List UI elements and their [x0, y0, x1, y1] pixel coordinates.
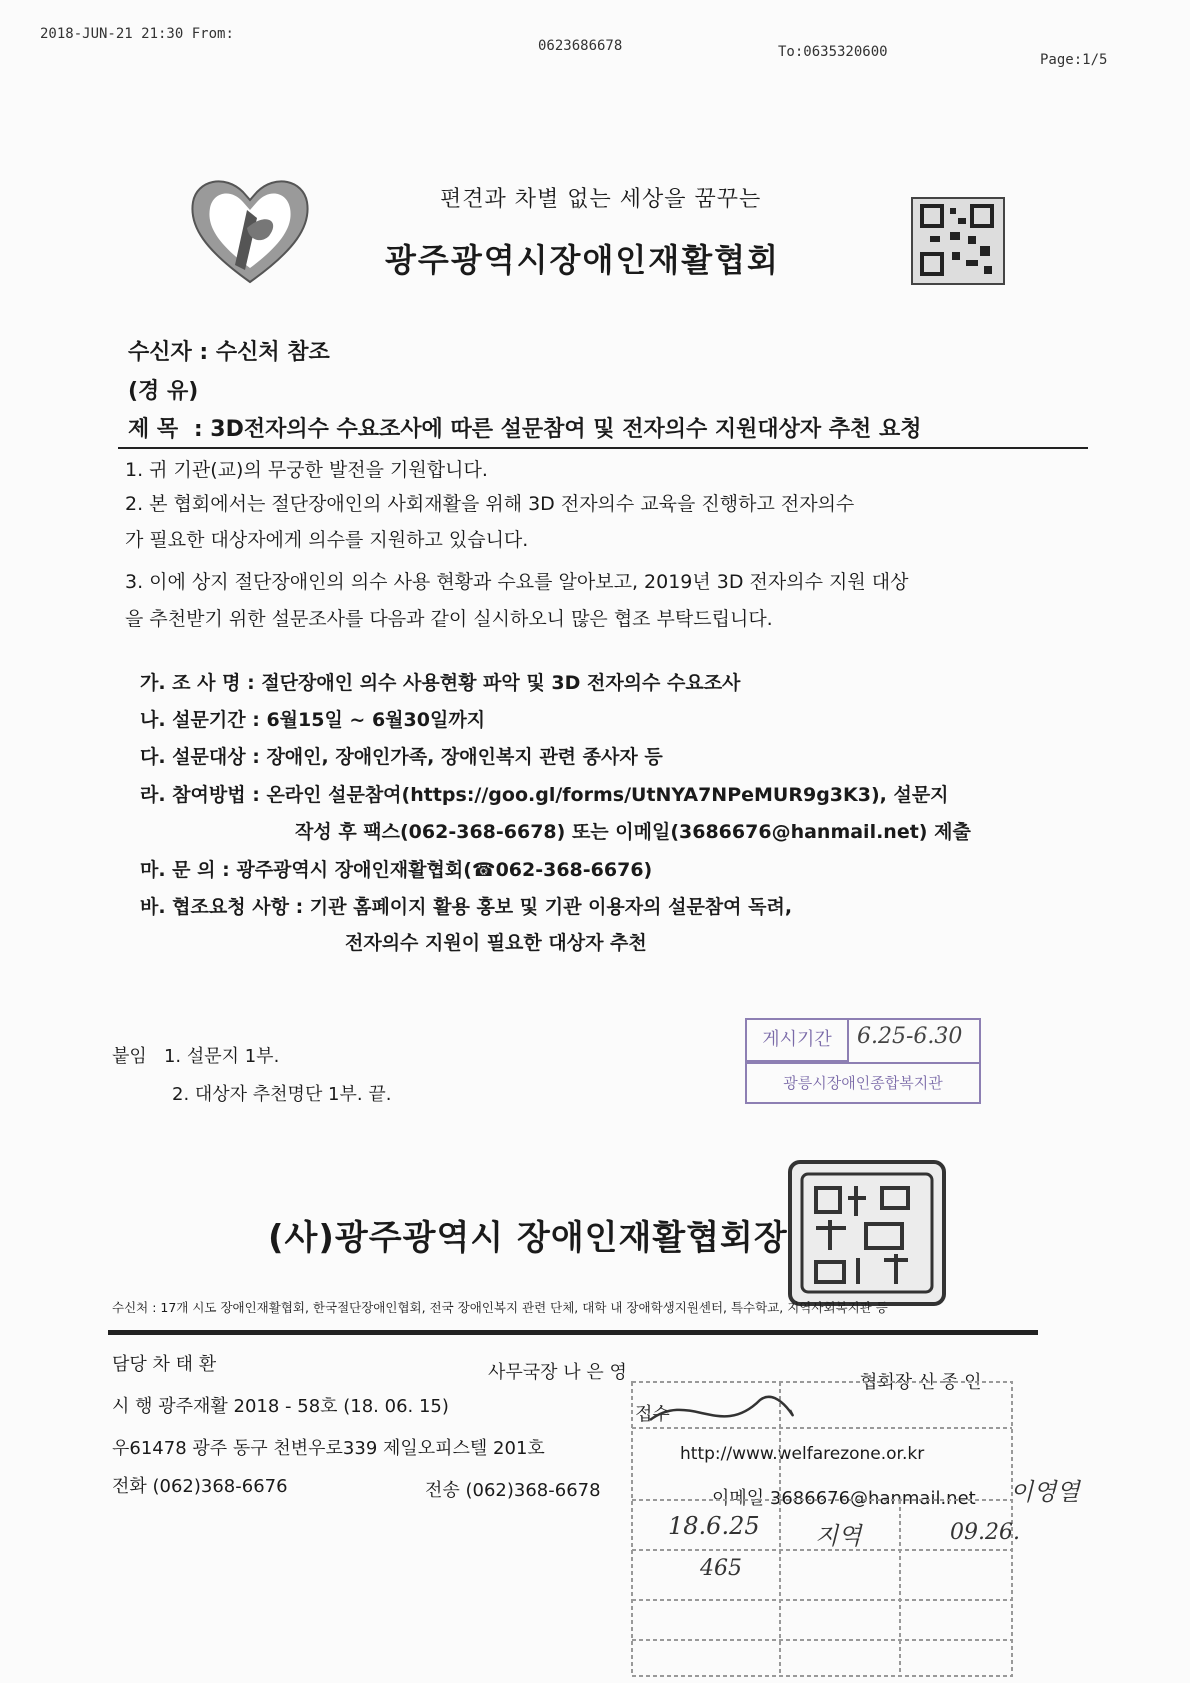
stamp-handwritten-date: 6.25-6.30 [857, 1024, 963, 1049]
fax-datetime: 2018-JUN-21 21:30 From: [40, 26, 234, 42]
heart-logo-icon [185, 170, 315, 290]
handwritten-name: 이영열 [1010, 1478, 1080, 1506]
staff-in-charge: 담당 차 태 환 [112, 1354, 217, 1375]
received-label: 접수 [635, 1404, 670, 1425]
stamp-label: 게시기간 [747, 1020, 849, 1062]
item-survey-target: 다. 설문대상 : 장애인, 장애인가족, 장애인복지 관련 종사자 등 [140, 746, 663, 768]
slogan: 편견과 차별 없는 세상을 꿈꾸는 [440, 187, 762, 212]
paragraph-2-line-2: 가 필요한 대상자에게 의수를 지원하고 있습니다. [125, 529, 529, 551]
fax-from-number: 0623686678 [538, 38, 623, 54]
fax: 전송 (062)368-6678 [425, 1480, 601, 1501]
address: 우61478 광주 동구 천변우로339 제일오피스텔 201호 [112, 1438, 545, 1459]
subject-line: 제 목 : 3D전자의수 수요조사에 따른 설문참여 및 전자의수 지원대상자 추천 요청 [128, 417, 922, 442]
item-survey-name: 가. 조 사 명 : 절단장애인 의수 사용현황 파악 및 3D 전자의수 수요조사 [140, 672, 741, 694]
paragraph-3-line-2: 을 추천받기 위한 설문조사를 다음과 같이 실시하오니 많은 협조 부탁드립니다. [125, 608, 773, 630]
attachment-1: 붙임 1. 설문지 1부. [112, 1046, 280, 1067]
stamp-org: 광릉시장애인종합복지관 [747, 1062, 979, 1102]
handwritten-date: 18.6.25 [668, 1512, 760, 1540]
subject-rule [118, 447, 1088, 449]
footer-thick-rule [108, 1330, 1038, 1335]
item-cooperation-request: 바. 협조요청 사항 : 기관 홈페이지 활용 홍보 및 기관 이용자의 설문참여 독려, [140, 896, 793, 918]
handwritten-extra: 지역 [815, 1522, 862, 1550]
item-participation-method-cont: 작성 후 팩스(062-368-6678) 또는 이메일(3686676@hanmail.net) 제출 [295, 821, 971, 843]
website: http://www.welfarezone.or.kr [680, 1444, 925, 1464]
item-inquiry: 마. 문 의 : 광주광역시 장애인재활협회(☎062-368-6676) [140, 859, 653, 881]
paragraph-3-line-1: 3. 이에 상지 절단장애인의 의수 사용 현황과 수요를 알아보고, 2019년 3D 전자의수 지원 대상 [125, 571, 909, 593]
item-cooperation-request-cont: 전자의수 지원이 필요한 대상자 추천 [345, 932, 647, 954]
item-survey-period: 나. 설문기간 : 6월15일 ~ 6월30일까지 [140, 709, 486, 731]
item-participation-method: 라. 참여방법 : 온라인 설문참여(https://goo.gl/forms/UtNYA7NPeMUR9g3K3), 설문지 [140, 784, 949, 806]
handwritten-number: 465 [700, 1556, 742, 1581]
phone: 전화 (062)368-6676 [112, 1476, 288, 1497]
attachment-2: 2. 대상자 추천명단 1부. 끝. [172, 1084, 392, 1105]
paragraph-1: 1. 귀 기관(교)의 무궁한 발전을 기원합니다. [125, 459, 488, 481]
qr-code-icon [910, 196, 1006, 286]
posting-period-stamp [745, 1018, 981, 1104]
recipient-line: 수신자 : 수신처 참조 [128, 340, 330, 365]
official-seal-icon [786, 1158, 948, 1308]
email: 이메일 3686676@hanmail.net [712, 1488, 976, 1509]
handwritten-extra-2: 09.26. [950, 1520, 1020, 1545]
paragraph-2-line-1: 2. 본 협회에서는 절단장애인의 사회재활을 위해 3D 전자의수 교육을 진행하고 전자의수 [125, 493, 855, 515]
association-president: 협회장 신 종 인 [860, 1372, 982, 1393]
fax-to-number: To:0635320600 [778, 44, 888, 60]
secretary-general: 사무국장 나 은 영 [488, 1362, 627, 1383]
organization-title: 광주광역시장애인재활협회 [385, 241, 780, 279]
document-number: 시 행 광주재활 2018 - 58호 (18. 06. 15) [112, 1396, 449, 1417]
sender-name: (사)광주광역시 장애인재활협회장 [268, 1218, 788, 1258]
via-line: (경 유) [128, 379, 199, 404]
fax-page: Page:1/5 [1040, 52, 1108, 68]
recipients-list: 수신처 : 17개 시도 장애인재활협회, 한국절단장애인협회, 전국 장애인복지 관련 단체, 대학 내 장애학생지원센터, 특수학교, 지역사회복지관 등 [112, 1300, 888, 1315]
